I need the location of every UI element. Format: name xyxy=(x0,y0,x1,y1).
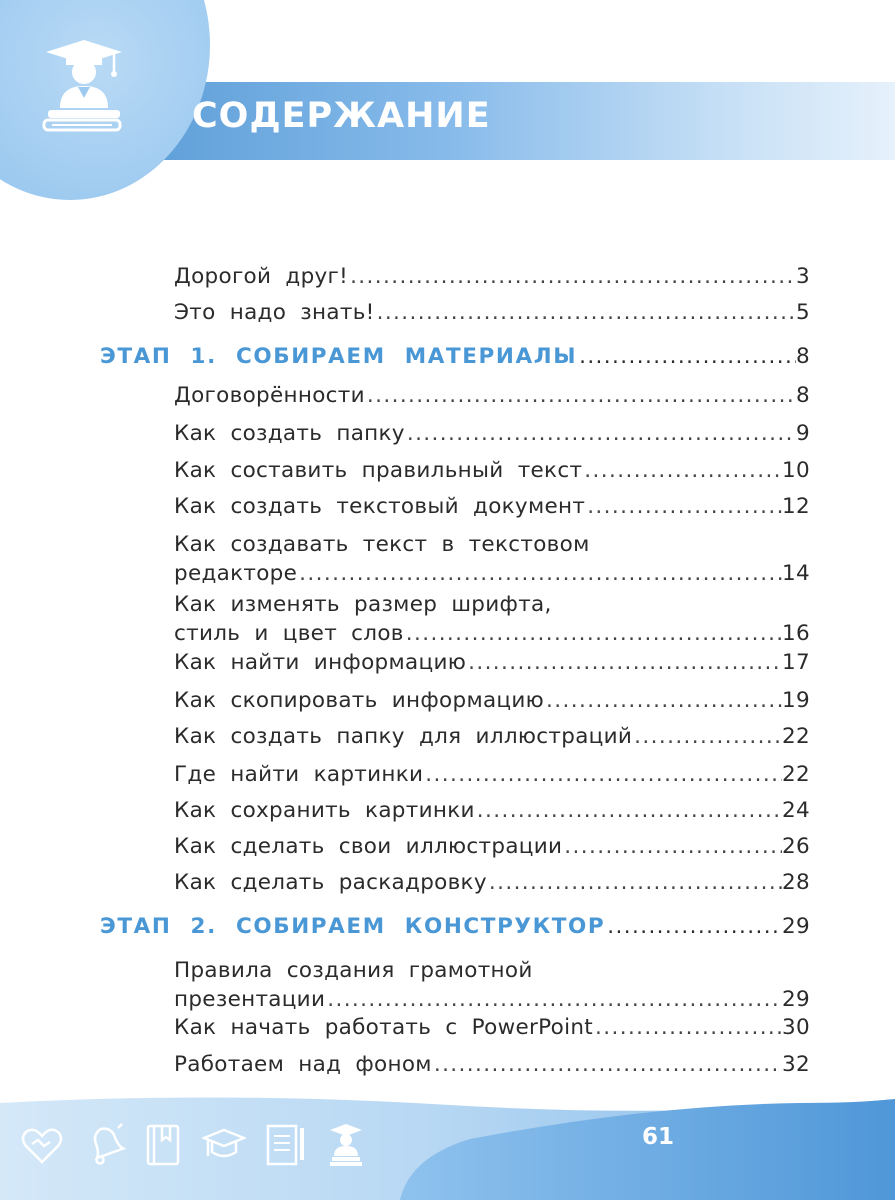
toc-entry[interactable] xyxy=(174,760,810,789)
toc-section-heading[interactable] xyxy=(100,912,810,941)
page-number: 61 xyxy=(641,1124,674,1150)
toc-entry-title: Как найти информацию xyxy=(174,650,467,675)
toc-entry-line xyxy=(174,796,810,825)
toc-page-number: 5 xyxy=(796,300,810,325)
dot-leader xyxy=(404,619,782,648)
toc-entry-line xyxy=(174,985,810,1014)
toc-page-number: 14 xyxy=(782,561,810,586)
toc-page-number: 22 xyxy=(782,724,810,749)
toc-page-number: 8 xyxy=(796,383,810,408)
toc-entry[interactable] xyxy=(174,686,810,715)
dot-leader xyxy=(297,559,782,588)
page-title: СОДЕРЖАНИЕ xyxy=(192,96,491,136)
notepad-pencil-icon xyxy=(264,1122,308,1168)
toc-entry[interactable] xyxy=(174,298,810,327)
toc-page-number: 3 xyxy=(796,264,810,289)
dot-leader xyxy=(562,832,782,861)
toc-entry-line xyxy=(174,832,810,861)
toc-entry-title: Дорогой друг! xyxy=(174,264,349,289)
toc-page-number: 26 xyxy=(782,834,810,859)
toc-page-number: 16 xyxy=(782,621,810,646)
toc-entry[interactable] xyxy=(174,492,810,521)
dot-leader xyxy=(593,1013,782,1042)
toc-entry-line xyxy=(174,686,810,715)
toc-entry[interactable] xyxy=(174,796,810,825)
toc-entry-line xyxy=(174,298,810,327)
toc-entry-line xyxy=(100,912,810,941)
header-ghost-text xyxy=(505,88,885,148)
toc-entry-line xyxy=(174,1050,810,1079)
toc-entry-line xyxy=(174,648,810,677)
toc-entry-title: Договорённости xyxy=(174,383,365,408)
toc-entry-line xyxy=(100,342,810,371)
toc-entry-title: Как сделать раскадровку xyxy=(174,870,487,895)
toc-page-number: 12 xyxy=(782,494,810,519)
toc-page-number: 30 xyxy=(782,1015,810,1040)
dot-leader xyxy=(423,760,782,789)
handshake-heart-icon xyxy=(20,1122,64,1168)
toc-entry-title: Работаем над фоном xyxy=(174,1052,432,1077)
book-icon xyxy=(142,1122,186,1168)
toc-entry-title: Как сохранить картинки xyxy=(174,798,475,823)
toc-entry-title: ЭТАП 2. СОБИРАЕМ КОНСТРУКТОР xyxy=(100,914,606,939)
dot-leader xyxy=(432,1050,782,1079)
dot-leader xyxy=(375,298,796,327)
toc-entry-line xyxy=(174,619,810,648)
toc-entry-title: Как начать работать с PowerPoint xyxy=(174,1015,594,1040)
toc-entry-title: Как создать папку xyxy=(174,421,405,446)
toc-entry-title-line1: Как изменять размер шрифта, xyxy=(174,592,552,617)
toc-entry[interactable] xyxy=(174,1050,810,1079)
dot-leader xyxy=(544,686,782,715)
toc-page-number: 22 xyxy=(782,762,810,787)
toc-page-number: 28 xyxy=(782,870,810,895)
toc-entry[interactable] xyxy=(174,1013,810,1042)
dot-leader xyxy=(577,342,796,371)
toc-entry-title: Где найти картинки xyxy=(174,762,424,787)
toc-entry[interactable] xyxy=(174,832,810,861)
student-at-books-icon xyxy=(324,1122,368,1168)
dot-leader xyxy=(582,456,782,485)
toc-entry[interactable] xyxy=(174,381,810,410)
toc-page-number: 32 xyxy=(782,1052,810,1077)
toc-entry-line xyxy=(174,868,810,897)
toc-page-number: 9 xyxy=(796,421,810,446)
dot-leader xyxy=(632,722,782,751)
dot-leader xyxy=(405,419,796,448)
dot-leader xyxy=(365,381,796,410)
toc-entry-line xyxy=(174,722,810,751)
toc-page-number: 24 xyxy=(782,798,810,823)
toc-entry[interactable] xyxy=(174,590,810,648)
dot-leader xyxy=(466,648,782,677)
dot-leader xyxy=(487,868,782,897)
toc-entry-line xyxy=(174,1013,810,1042)
toc-entry-line xyxy=(174,492,810,521)
toc-page-number: 29 xyxy=(782,987,810,1012)
toc-entry[interactable] xyxy=(174,722,810,751)
toc-entry-title: ЭТАП 1. СОБИРАЕМ МАТЕРИАЛЫ xyxy=(100,344,578,369)
toc-page-number: 8 xyxy=(796,344,810,369)
toc-entry-title: презентации xyxy=(174,987,326,1012)
toc-entry-title: Как сделать свои иллюстрации xyxy=(174,834,563,859)
toc-entry-line xyxy=(174,559,810,588)
dot-leader xyxy=(605,912,782,941)
graduation-cap-icon xyxy=(202,1122,246,1168)
toc-page-number: 10 xyxy=(782,458,810,483)
toc-entry-title: Это надо знать! xyxy=(174,300,375,325)
toc-entry[interactable] xyxy=(174,868,810,897)
toc-entry[interactable] xyxy=(174,648,810,677)
toc-entry-line xyxy=(174,456,810,485)
bell-icon xyxy=(82,1122,126,1168)
toc-entry-title: стиль и цвет слов xyxy=(174,621,404,646)
toc-entry-line xyxy=(174,262,810,291)
toc-page-number: 29 xyxy=(782,914,810,939)
toc-entry-title: Как создать папку для иллюстраций xyxy=(174,724,633,749)
toc-entry-title: Как создать текстовый документ xyxy=(174,494,586,519)
toc-entry-title: Как скопировать информацию xyxy=(174,688,545,713)
toc-entry[interactable] xyxy=(174,530,810,588)
dot-leader xyxy=(475,796,782,825)
toc-entry-line xyxy=(174,760,810,789)
toc-entry-title: редакторе xyxy=(174,561,298,586)
footer-band xyxy=(0,1095,895,1200)
toc-entry-title: Как составить правильный текст xyxy=(174,458,583,483)
toc-page-number: 19 xyxy=(782,688,810,713)
dot-leader xyxy=(348,262,796,291)
toc-entry[interactable] xyxy=(174,419,810,448)
toc-entry[interactable] xyxy=(174,956,810,1014)
toc-entry-title-line1: Правила создания грамотной xyxy=(174,958,533,983)
toc-entry[interactable] xyxy=(174,262,810,291)
toc-page-number: 17 xyxy=(782,650,810,675)
toc-entry[interactable] xyxy=(174,456,810,485)
dot-leader xyxy=(325,985,782,1014)
toc-entry-line xyxy=(174,419,810,448)
dot-leader xyxy=(585,492,782,521)
toc-entry-title-line1: Как создавать текст в текстовом xyxy=(174,532,590,557)
toc-section-heading[interactable] xyxy=(100,342,810,371)
toc-entry-line xyxy=(174,381,810,410)
student-with-book-icon xyxy=(42,38,126,132)
